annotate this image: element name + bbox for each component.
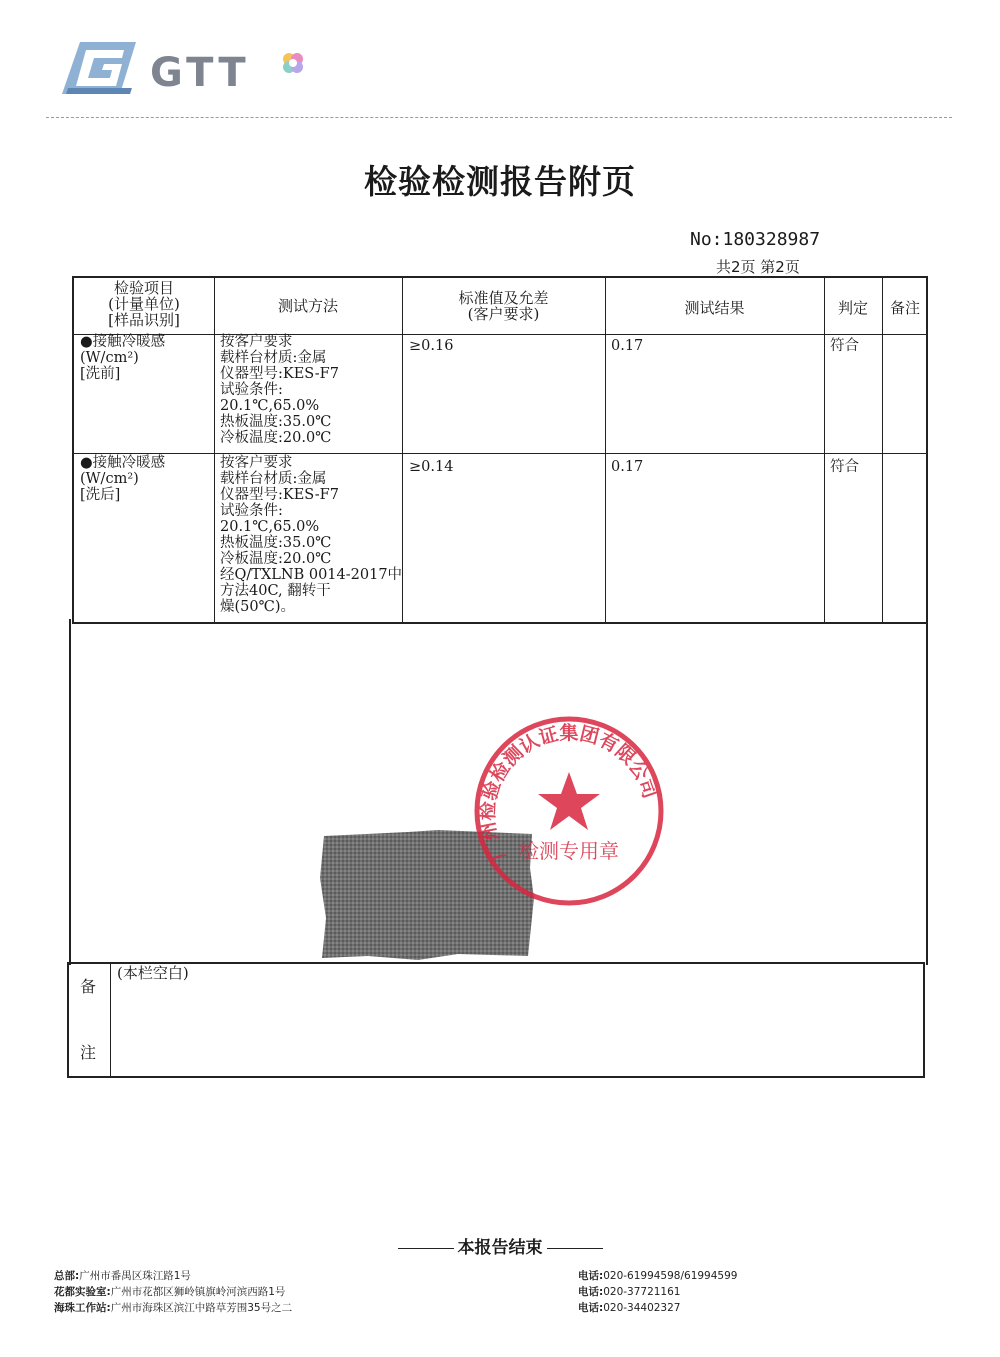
table-col-divider: [214, 278, 215, 622]
header-divider: [46, 117, 952, 118]
row1-result: 0.17: [611, 338, 644, 354]
remarks-section: [67, 962, 925, 1078]
page-counter: 共2页 第2页: [716, 258, 800, 276]
report-end-text: 本报告结束: [457, 1238, 543, 1258]
header-method: 测试方法: [277, 297, 338, 315]
row1-item: ●接触冷暖感 (W/cm²) [洗前]: [80, 334, 166, 382]
logo-text: GTT: [150, 50, 250, 96]
header-standard: 标准值及允差 (客户要求): [458, 289, 549, 323]
report-number: No:180328987: [690, 229, 821, 250]
remarks-label-top: 备: [80, 977, 97, 996]
end-line-right: [547, 1248, 603, 1249]
footer-phone-row: 电话:020-34402327: [578, 1302, 681, 1314]
remarks-divider: [110, 962, 111, 1078]
stamp-subtext: 检测专用章: [519, 839, 619, 863]
gtt-logo-icon: [62, 42, 136, 94]
table-col-divider: [882, 278, 883, 622]
footer-address-row: 总部:广州市番禺区珠江路1号: [54, 1270, 191, 1282]
row2-result: 0.17: [611, 459, 644, 475]
header-item: 检验项目 (计量单位) [样品识别]: [108, 279, 180, 329]
footer-addresses: [54, 1268, 292, 1316]
footer-phone-row: 电话:020-61994598/61994599: [578, 1270, 738, 1282]
stamp-text: 广州检验检测认证集团有限公司: [476, 722, 662, 865]
remarks-label-bottom: 注: [80, 1043, 97, 1062]
page-title: 检验检测报告附页: [364, 162, 636, 201]
remarks-text: (本栏空白): [117, 964, 189, 982]
header-judgement: 判定: [837, 299, 868, 317]
header-remark: 备注: [889, 299, 920, 317]
report-end-marker: [0, 1233, 1000, 1258]
table-col-divider: [605, 278, 606, 622]
footer-address-row: 花都实验室:广州市花都区狮岭镇旗岭河滨西路1号: [54, 1286, 286, 1298]
table-row-divider: [74, 453, 926, 454]
row2-standard: ≥0.14: [409, 459, 454, 475]
footer-address-row: 海珠工作站:广州市海珠区滨江中路草芳围35号之二: [54, 1302, 293, 1314]
official-seal-icon: [470, 712, 668, 910]
row1-method: 按客户要求 载样台材质:金属 仪器型号:KES-F7 试验条件: 20.1℃,65.0% 热板温度:35.0℃ 冷板温度:20.0℃: [220, 334, 339, 446]
row1-judgement: 符合: [830, 338, 859, 354]
table-col-divider: [824, 278, 825, 622]
footer-phones: [578, 1268, 737, 1316]
results-table: [72, 276, 928, 624]
logo-flower-icon: [280, 50, 306, 76]
table-col-divider: [402, 278, 403, 622]
row1-standard: ≥0.16: [409, 338, 454, 354]
row2-item: ●接触冷暖感 (W/cm²) [洗后]: [80, 455, 166, 503]
footer-phone-row: 电话:020-37721161: [578, 1286, 681, 1298]
end-line-left: [398, 1248, 454, 1249]
row2-method: 按客户要求 载样台材质:金属 仪器型号:KES-F7 试验条件: 20.1℃,65.0% 热板温度:35.0℃ 冷板温度:20.0℃ 经Q/TXLNB 0014-2017中 方法40C, 翻转干 燥(50℃)。: [220, 455, 403, 615]
header-result: 测试结果: [684, 299, 745, 317]
row2-judgement: 符合: [830, 459, 859, 475]
